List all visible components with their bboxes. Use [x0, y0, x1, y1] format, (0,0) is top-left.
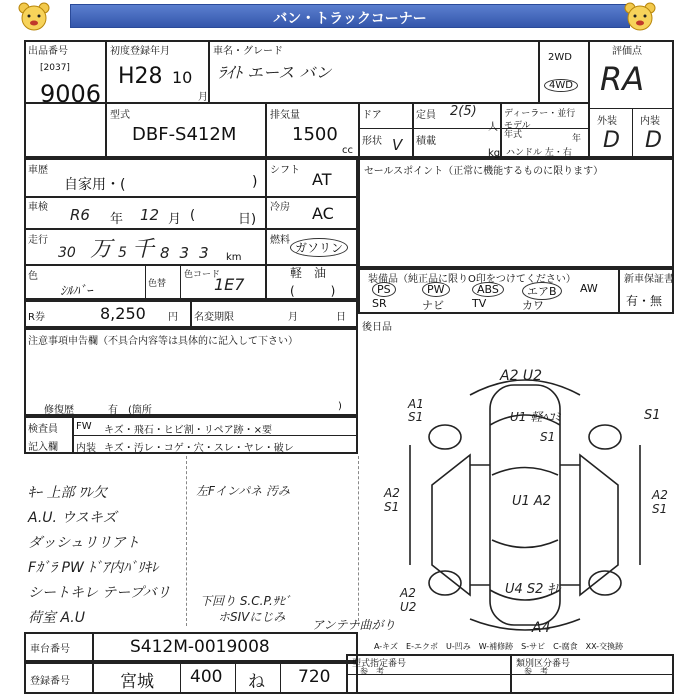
handwritten-note: アンテナ曲がり [312, 618, 396, 632]
mark-roof2: S1 [540, 430, 556, 444]
rating-value: RA [600, 60, 645, 98]
color-code-label: 色コード [184, 270, 221, 280]
first-reg-era-year: H28 [118, 64, 163, 89]
name-change-day: 日 [336, 312, 346, 323]
mark-front-right: S1 [644, 408, 661, 423]
first-reg-month-unit: 月 [198, 92, 208, 103]
history-value: 自家用・( [64, 177, 126, 193]
aircon-label: 冷房 [270, 202, 290, 213]
model-value: DBF-S412M [132, 124, 237, 145]
recycle-value: 8,250 [100, 304, 146, 323]
mark-roof: U1 軽ﾍｺﾐ [510, 410, 561, 424]
inspector-row1-head: FW [76, 421, 92, 432]
mileage-label: 走行 [28, 235, 48, 246]
plate-label: 登録番号 [30, 676, 70, 687]
dealer-label: ディーラー・並行 [504, 109, 576, 119]
rating-interior-label: 内装 [640, 116, 660, 127]
equipment-item: カワ [522, 299, 544, 312]
mileage-value3: 833 [160, 244, 219, 262]
handwritten-note: 下回り S.C.P.ｻﾋﾞ [200, 594, 291, 608]
chassis-label: 車台番号 [30, 644, 70, 655]
capacity-label: 定員 [416, 110, 436, 121]
inspection-month-unit: 月 [168, 212, 182, 227]
diagram-legend: A-キズ E-エクボ U-凹み W-補修跡 S-サビ C-腐食 XX-交換跡 [374, 642, 624, 651]
handwritten-note: 荷室 A.U [28, 610, 85, 626]
inspection-year-unit: 年 [110, 212, 124, 227]
mark-center: U1 A2 [512, 494, 552, 509]
recycle-label: R券 [28, 312, 45, 323]
name-change-label: 名変期限 [194, 312, 234, 323]
displacement-value: 1500 [292, 124, 338, 145]
capacity-unit: 人 [488, 122, 498, 133]
shape-label: 形状 [362, 136, 382, 147]
car-name-value: ﾗｲﾄ エース バン [218, 63, 332, 82]
plate-region: 宮城 [120, 672, 154, 692]
inspection-day-unit: 日) [238, 212, 257, 227]
lot-number: 9006 [40, 80, 102, 108]
shift-label: シフト [270, 165, 300, 176]
inspector-label-1: 検査員 [28, 424, 58, 435]
handle-label: ハンドル 左・右 [506, 148, 572, 158]
equipment-item: ABS [472, 282, 504, 297]
inspector-row2: キズ・汚レ・コゲ・穴・スレ・ヤレ・破レ [104, 443, 294, 454]
mileage-sen: 千 [132, 237, 155, 262]
equipment-item: PW [422, 282, 450, 297]
fuel-diesel: 軽 油 [290, 266, 327, 280]
displacement-unit: cc [342, 145, 353, 156]
mark-bottom: A4 [532, 620, 551, 636]
mileage-man: 万 [90, 237, 113, 262]
handwritten-note: 左Fインパネ 汚み [196, 484, 290, 498]
repair-close: ) [338, 401, 342, 412]
mark-side-left: A2 S1 [384, 486, 400, 514]
inspector-row1: キズ・飛石・ヒビ割・リペア跡・×要 [104, 425, 272, 436]
mark-top: A2 U2 [500, 368, 543, 384]
equipment-label: 装備品（純正品に限りO印をつけてください） [368, 274, 576, 285]
inspector-row2-head: 内装 [76, 443, 96, 454]
warranty-value: 有・無 [626, 294, 663, 308]
inspection-label: 車検 [28, 202, 48, 213]
color-label: 色 [28, 271, 38, 282]
footer-label-1: 型式指定番号 [352, 659, 407, 669]
model-year-label: モデル年式 [504, 121, 531, 140]
plate-class: 400 [190, 667, 223, 687]
mileage-value2: 5 [118, 245, 127, 261]
inspection-day-open: ( [190, 208, 196, 223]
drive-2wd: 2WD [548, 52, 572, 63]
repair-value: 有 (箇所 [108, 405, 152, 416]
equipment-item: TV [472, 297, 487, 310]
footer-label-4: 参 考 [524, 667, 548, 676]
model-year-unit: 年 [572, 134, 582, 144]
mark-front-left: A1 S1 [408, 397, 424, 424]
footer-label-3: 類別区分番号 [516, 659, 571, 669]
rating-exterior-label: 外装 [597, 116, 617, 127]
first-reg-label: 初度登録年月 [110, 46, 170, 57]
notes-label: 注意事項申告欄（不具合内容等は具体的に記入して下さい） [28, 336, 298, 347]
inspection-era: R6 [70, 206, 90, 224]
displacement-label: 排気量 [270, 110, 300, 121]
shift-value: AT [312, 170, 332, 189]
mileage-value1: 30 [58, 245, 76, 261]
inspection-month: 12 [140, 206, 160, 224]
mark-rear: U4 S2 ｷﾚ [505, 582, 561, 597]
handwritten-note: ダッシュリリアト [28, 535, 140, 551]
inspector-label-2: 記入欄 [28, 442, 58, 453]
load-unit: kg [488, 148, 501, 159]
footer-label-2: 参 考 [360, 667, 384, 676]
fuel-label: 燃料 [270, 235, 290, 246]
equipment-grid [366, 282, 616, 312]
mileage-unit: km [226, 252, 242, 263]
equipment-item: PS [372, 282, 396, 297]
capacity-value: 2(5) [450, 104, 477, 119]
color-value: ｼﾙﾊﾞｰ [60, 284, 93, 299]
equipment-item: ナビ [422, 299, 444, 312]
handwritten-note: Fｶﾞﾗ PW ﾄﾞｱ内ﾊﾞﾘｷﾚ [28, 560, 159, 576]
fuel-gasoline: ガソリン [290, 238, 348, 257]
rating-interior: D [645, 128, 662, 153]
page-header [70, 4, 630, 28]
doors-label: ドア [362, 110, 382, 121]
shape-value: V [392, 136, 403, 154]
plate-number: 720 [298, 667, 331, 687]
aircon-value: AC [312, 204, 334, 223]
rear-seat-label: 後日品 [362, 322, 392, 333]
plate-kana: ね [248, 672, 265, 692]
bear-logo-right [620, 2, 660, 32]
lot-sub: [2037] [40, 63, 70, 73]
history-close: ) [252, 174, 258, 190]
history-label: 車歴 [28, 165, 48, 176]
sales-point-label: セールスポイント（正常に機能するものに限ります） [364, 166, 604, 177]
lot-label: 出品番号 [28, 46, 68, 57]
equipment-item: エアB [522, 282, 562, 300]
load-label: 積載 [416, 136, 436, 147]
handwritten-note: ホSIVにじみ [218, 610, 286, 624]
model-label: 型式 [110, 110, 130, 121]
bear-logo-left [14, 2, 54, 32]
first-reg-month: 10 [172, 68, 193, 87]
handwritten-note: A.U. ウスキズ [28, 510, 117, 526]
name-change-month: 月 [288, 312, 298, 323]
recycle-unit: 円 [168, 312, 178, 323]
color-change-label: 色替 [148, 279, 167, 289]
car-name-label: 車名・グレード [213, 46, 283, 57]
handwritten-note: シートキレ テープバリ [28, 585, 171, 601]
equipment-item: SR [372, 297, 387, 310]
drive-4wd: 4WD [544, 79, 578, 92]
color-code: 1E7 [214, 275, 245, 294]
mark-rear-left: A2 U2 [400, 586, 417, 614]
warranty-label: 新車保証書 [624, 274, 674, 285]
header-title: バン・トラックコーナー [273, 11, 427, 27]
rating-exterior: D [603, 128, 620, 153]
rating-label: 評価点 [612, 46, 642, 57]
handwritten-note: ｷｰ 上部 ﾜﾚ欠 [28, 485, 107, 501]
chassis-value: S412M-0019008 [130, 637, 270, 657]
equipment-item: AW [580, 282, 598, 295]
mark-side-right: A2 S1 [652, 488, 668, 516]
repair-label: 修復歴 [44, 405, 74, 416]
